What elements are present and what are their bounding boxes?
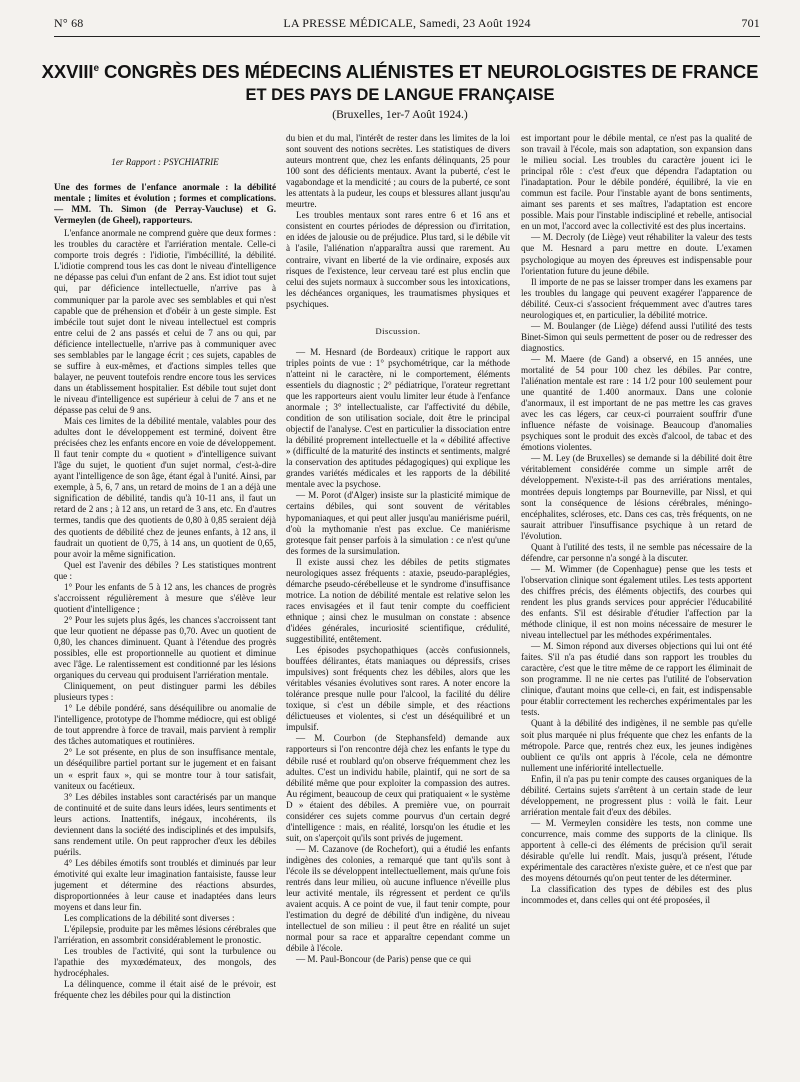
paragraph: — M. Vermeylen considère les tests, non comme une concurrence, mais comme des supports de la clinique. Ils apportent à celle-ci des éléments de précision qu'il serait désirable qu'elle lui rendît. Mais, jusqu'à présent, l'étude expérimentale des caractères n'existe guère, et ce n'est que par des moyens détournés qu'on peut tenter de les déterminer. [521,817,752,884]
paragraph: Il existe aussi chez les débiles de petits stigmates neurologiques assez fréquents : ataxie, pseudo-paraplégies, démarche pseudo-cérébelleuse et le syndrome d'insuffisance motrice. La notion de débilité mentale est relative selon les races envisagées et il faut tenir compte du coefficient ethnique ; ainsi chez le musulman on constate : absence d'idées générales, incuriosité scientifique, crédulité, suggestibilité, entêtement. [286,556,510,645]
paragraph: Quel est l'avenir des débiles ? Les statistiques montrent que : [54,559,276,581]
paragraph: La délinquence, comme il était aisé de le prévoir, est fréquente chez les débiles pour qui la distinction [54,979,276,1001]
report-title: Une des formes de l'enfance anormale : la débilité mentale ; limites et évolution ; formes et complications. — MM. Th. Simon (de Perray-Vaucluse) et G. Vermeylen (de Gheel), rapporteurs. [54,182,276,226]
paragraph: L'épilepsie, produite par les mêmes lésions cérébrales que l'arriération, en assombrit considérablement le pronostic. [54,924,276,946]
issue-number: N° 68 [54,16,84,30]
paragraph: — M. Courbon (de Stephansfeld) demande aux rapporteurs si l'on rencontre déjà chez les enfants le type du débile rusé et roublard qu'on observe fréquemment chez les adultes. C'est un individu habile, plaintif, qui ne sort de sa débilité même que pour exploiter la compassion des autres. Au régiment, beaucoup de ceux qui pratiquaient « le système D » étaient des débiles. A première vue, on pourrait considérer ces sujets comme pourvus d'un certain degré d'intelligence : mais, en réalité, lorsqu'on les étudie et les suit, on s'aperçoit qu'ils sont privés de jugement. [286,733,510,843]
paragraph: — M. Maere (de Gand) a observé, en 15 années, une mortalité de 54 pour 100 chez les débiles. Par contre, l'aliénation mentale est rare : 14 1/2 pour 100 seulement pour une quantité de 1.400 anormaux. Dans une colonie d'anormaux, il est important de ne pas mettre les cas graves avec les cas légers, car ceux-ci pourraient souffrir d'une influence néfaste de voisinage. Beaucoup d'anomalies psychiques sont le produit des excès d'alcool, de tabac et des émotions violentes. [521,353,752,453]
article-subtitle: ET DES PAYS DE LANGUE FRANÇAISE [245,86,555,105]
paragraph: Cliniquement, on peut distinguer parmi les débiles plusieurs types : [54,681,276,703]
header-rule [54,36,760,37]
paragraph: Il importe de ne pas se laisser tromper dans les examens par les troubles du langage qui peuvent exagérer l'apparence de débilité. Ceux-ci s'associent fréquemment avec d'autres tares neurologiques et, en particulier, la débilité motrice. [521,276,752,320]
paragraph: La classification des types de débiles est des plus incommodes et, dans celles qui ont été proposées, il [521,884,752,906]
paragraph: 2° Le sot présente, en plus de son insuffisance mentale, un déséquilibre partiel portant sur le jugement et en faisant un « esprit faux », qui se montre tour à tour satisfait, vaniteux ou facétieux. [54,747,276,791]
paragraph: — M. Cazanove (de Rochefort), qui a étudié les enfants indigènes des colonies, a remarqué que tant qu'ils sont à l'école ils se développent intellectuellement, mais qu'une fois rentrés dans leur milieu, où aucune influence n'éveille plus leur activité mentale, ils régressent et perdent ce qu'ils avaient acquis. A ce point de vue, il faut tenir compte, pour l'estimation du degré de débilité d'un indigène, du niveau intellectuel de son milieu : il peut être en réalité un sujet normal pour sa race et apparaître cependant comme un débile à l'école. [286,843,510,954]
paragraph: — M. Porot (d'Alger) insiste sur la plasticité mimique de certains débiles, qui sont souvent de véritables hypomaniaques, et qui peut aller jusqu'au maniérisme puéril, d'où la mythomanie n'est pas exclue. Ce maniérisme grotesque fait penser parfois à la simulation : ce n'est qu'une des formes de la sursimulation. [286,490,510,556]
report-heading: 1er Rapport : PSYCHIATRIE [111,157,219,167]
paragraph: est important pour le débile mental, ce n'est pas la qualité de son travail à l'école, mais son adaptation, son expansion dans le milieu social. Les troubles du caractère jouent ici le principal rôle : c'est d'eux que dépendra l'adaptation ou l'inadaptation. Pour le débile pondéré, équilibré, la vie en commun est facile. Pour l'instable ayant de bons sentiments, aimant ses parents et ses maîtres, l'adaptation est encore possible. Mais pour l'instable indiscipliné et rebelle, antisocial en un mot, l'accord avec la collectivité est des plus incertains. [521,133,752,232]
column-1 [54,133,276,1002]
paragraph: Enfin, il n'a pas pu tenir compte des causes organiques de la débilité. Certains sujets s'arrêtent à un certain stade de leur développement, ne progressent plus : voilà le fait. Leur arriération mentale fait d'eux des débiles. [521,773,752,817]
article-title: XXVIIIe CONGRÈS DES MÉDECINS ALIÉNISTES ET NEUROLOGISTES DE FRANCE [41,61,759,83]
paragraph: — M. Simon répond aux diverses objections qui lui ont été faites. S'il n'a pas étudié dans son rapport les troubles du caractère, c'est que le titre même de ce rapport les éliminait de son programme. Il ne nie certes pas l'utilité de l'observation clinique, d'autant moins que celle-ci, en fait, est indispensable pour établir correctement les recherches expérimentales par les tests. [521,641,752,718]
paragraph: Les troubles de l'activité, qui sont la turbulence ou l'apathie des myxœdémateux, des mongols, des hydrocéphales. [54,946,276,979]
article-place-date: (Bruxelles, 1er-7 Août 1924.) [332,109,468,122]
running-head [54,16,760,32]
column-3 [521,133,752,906]
paragraph: 1° Le débile pondéré, sans déséquilibre ou anomalie de l'intelligence, prototype de l'homme médiocre, qui est obligé de tout apprendre à force de travail, mais parvient à remplir des tâches automatiques et routinières. [54,703,276,747]
paragraph: — M. Paul-Boncour (de Paris) pense que ce qui [296,954,472,965]
paragraph: L'enfance anormale ne comprend guère que deux formes : les troubles du caractère et l'arriération mentale. Celle-ci comporte trois degrés : l'idiotie, l'imbécillité, la débilité. L'idiotie comprend tous les cas dont le niveau d'intelligence ne dépasse pas celui d'un enfant de 2 ans. Est idiot tout sujet qui, par déficience intellectuelle, n'arrive pas à communiquer par la parole avec ses semblables et qui n'est capable que de préhension et d'obéir à un geste simple. Est imbécile tout sujet dont le niveau intellectuel est compris entre celui de 2 ans passés et celui de 7 ans ou qui, par déficience intellectuelle, n'arrive pas à communiquer avec ses semblables par le langage écrit ; ces sujets, capables de se suffire à eux-mêmes, et d'actions simples telles que balayer, ne peuvent toutefois rendre encore tous les services dans un établissement hospitalier. Est débile tout sujet dont le niveau d'intelligence est supérieur à celui de 7 ans et ne dépasse pas celui de 9 ans. [54,228,276,415]
discussion-heading: Discussion. [375,325,421,336]
paragraph: — M. Wimmer (de Copenhague) pense que les tests et l'observation clinique sont également utiles. Les tests apportent des chiffres précis, des éléments objectifs, des courbes qui rendent les plus grands services pour apprécier l'éducabilité des enfants. S'il est désirable d'étudier l'affection par la méthode clinique, il est non moins nécessaire de mesurer le niveau intellectuel par les méthodes expérimentales. [521,563,752,641]
paragraph: Quant à la débilité des indigènes, il ne semble pas qu'elle soit plus marquée ni plus fréquente que chez les enfants de la métropole. Parce que, rentrés chez eux, les jeunes indigènes oublient ce qu'ils ont appris à l'école, cela ne démontre nullement une infériorité intellectuelle. [521,718,752,773]
paragraph: du bien et du mal, l'intérêt de rester dans les limites de la loi sont souvent des notions secrètes. Les statistiques de divers auteurs montrent que, chez les enfants délinquants, 25 pour 100 sont des déficients mentaux. Avant la puberté, c'est le vagabondage et la mendicité ; au cours de la puberté, ce sont les attentats à la pudeur, les coups et blessures allant jusqu'au meurtre. [286,133,510,210]
article-title-block [40,58,760,121]
page-folio: 701 [741,16,760,30]
paragraph: Les épisodes psychopathiques (accès confusionnels, bouffées délirantes, états maniaques ou dépressifs, crises impulsives) sont fréquents chez les débiles, alors que les véritables vésanies évolutives sont rares. A noter encore la tolérance presque nulle pour l'alcool, la facilité du délire toxique, si c'est un débile simple, et des réactions délictueuses et violentes, si c'est un déséquilibré et un impulsif. [286,645,510,733]
paragraph: 3° Les débiles instables sont caractérisés par un manque de continuité et de suite dans leurs idées, leurs sentiments et leurs actions. Inattentifs, inégaux, incohérents, ils deviennent dans la société des indisciplinés et des impulsifs, sans rendement utile. On peut rapprocher d'eux les débiles puérils. [54,791,276,857]
paragraph: Quant à l'utilité des tests, il ne semble pas nécessaire de la défendre, car personne n'a songé à la discuter. [521,541,752,563]
journal-date: LA PRESSE MÉDICALE, Samedi, 23 Août 1924 [283,16,531,30]
paragraph: — M. Hesnard (de Bordeaux) critique le rapport aux triples points de vue : 1° psychométrique, car la méthode n'atteint ni le caractère, ni le comportement, éléments essentiels du diagnostic ; 2° pédiatrique, l'orateur regrettant que les rapporteurs aient voulu limiter leur étude à l'enfance anormale ; 3° intellectualiste, car l'affectivité du débile, condition de son utilisation sociale, doit être le principal objectif de l'analyse. C'est en particulier la dissociation entre la débilité proprement intellectuelle et la « débilité affective » (difficulté de la maturité des instincts et sentiments, malgré la conservation des aptitudes pédagogiques) qui explique les grandes variétés médicales et les rapports de la débilité mentale avec la psychose. [286,346,510,490]
paragraph: — M. Ley (de Bruxelles) se demande si la débilité doit être véritablement considérée comme un simple arrêt de développement. N'existe-t-il pas des arriérations mentales, montrées depuis longtemps par Bourneville, par Nissl, et qui sont la conséquence de lésions cérébrales, méningo-encéphalites, scléroses, etc. Dans ces cas, très fréquents, on ne saurait attribuer l'insuffisance psychique à un retard de l'évolution. [521,453,752,541]
paragraph: Les complications de la débilité sont diverses : [64,913,235,924]
paragraph: 2° Pour les sujets plus âgés, les chances s'accroissent tant que leur quotient ne dépasse pas 0,70. Avec un quotient de 0,80, les chances diminuent. Quant à l'étendue des progrès possibles, elle est proportionnelle au quotient et diminue avec l'âge. Le ralentissement est conditionné par les lésions organiques du cerveau qui produisent l'arriération mentale. [54,614,276,681]
paragraph: — M. Boulanger (de Liège) défend aussi l'utilité des tests Binet-Simon qui seuls permettent de poser ou de redresser des diagnostics. [521,320,752,353]
paragraph: Mais ces limites de la débilité mentale, valables pour des adultes dont le développement est terminé, doivent être précisées chez les enfants encore en voie de développement. Il faut tenir compte du « quotient » d'intelligence suivant l'âge du sujet, le quotient d'un sujet normal, c'est-à-dire ayant l'intelligence de son âge, étant égal à l'unité. Ainsi, par exemple, à 5, 6, 7 ans, un retard de moins de 1 an a déjà une signification de débilité, tandis qu'à 10-11 ans, il faut un retard de 2 ans ; à 12 ans, un retard de 3 ans, etc. En d'autres termes, tandis que des quotients de 0,80 à 0,85 seraient déjà des quotients de débilité chez de jeunes enfants, à 12 ans, il faudrait un quotient de 0,75, à 14 ans, un quotient de 0,65, pour avoir la même signification. [54,416,276,559]
paragraph: Les troubles mentaux sont rares entre 6 et 16 ans et consistent en courtes périodes de dépression ou d'irritation, en idées de jalousie ou de préjudice. Plus tard, si le débile vit à l'asile, l'aliénation n'apparaîtra aussi que rarement. Au contraire, vivant en liberté de la vie ordinaire, exposés aux risques de l'existence, leur cerveau taré est plus enclin que celui des sujets normaux à succomber sous les intoxications, les déchéances organiques, les traumatismes physiques et psychiques. [286,210,510,309]
paragraph: 4° Les débiles émotifs sont troublés et diminués par leur émotivité qui exalte leur imagination fantaisiste, fausse leur jugement et détermine des réactions absurdes, disproportionnées à leur cause et inadaptées dans leurs moyens et dans leur fin. [54,857,276,913]
paragraph: 1° Pour les enfants de 5 à 12 ans, les chances de progrès s'accroissent régulièrement à mesure que s'élève leur quotient d'intelligence ; [54,581,276,614]
column-2 [286,133,510,965]
paragraph: — M. Decroly (de Liège) veut réhabiliter la valeur des tests que M. Hesnard a paru mettre en doute. L'examen psychologique au moyen des épreuves est indispensable pour l'orientation future du jeune débile. [521,232,752,276]
